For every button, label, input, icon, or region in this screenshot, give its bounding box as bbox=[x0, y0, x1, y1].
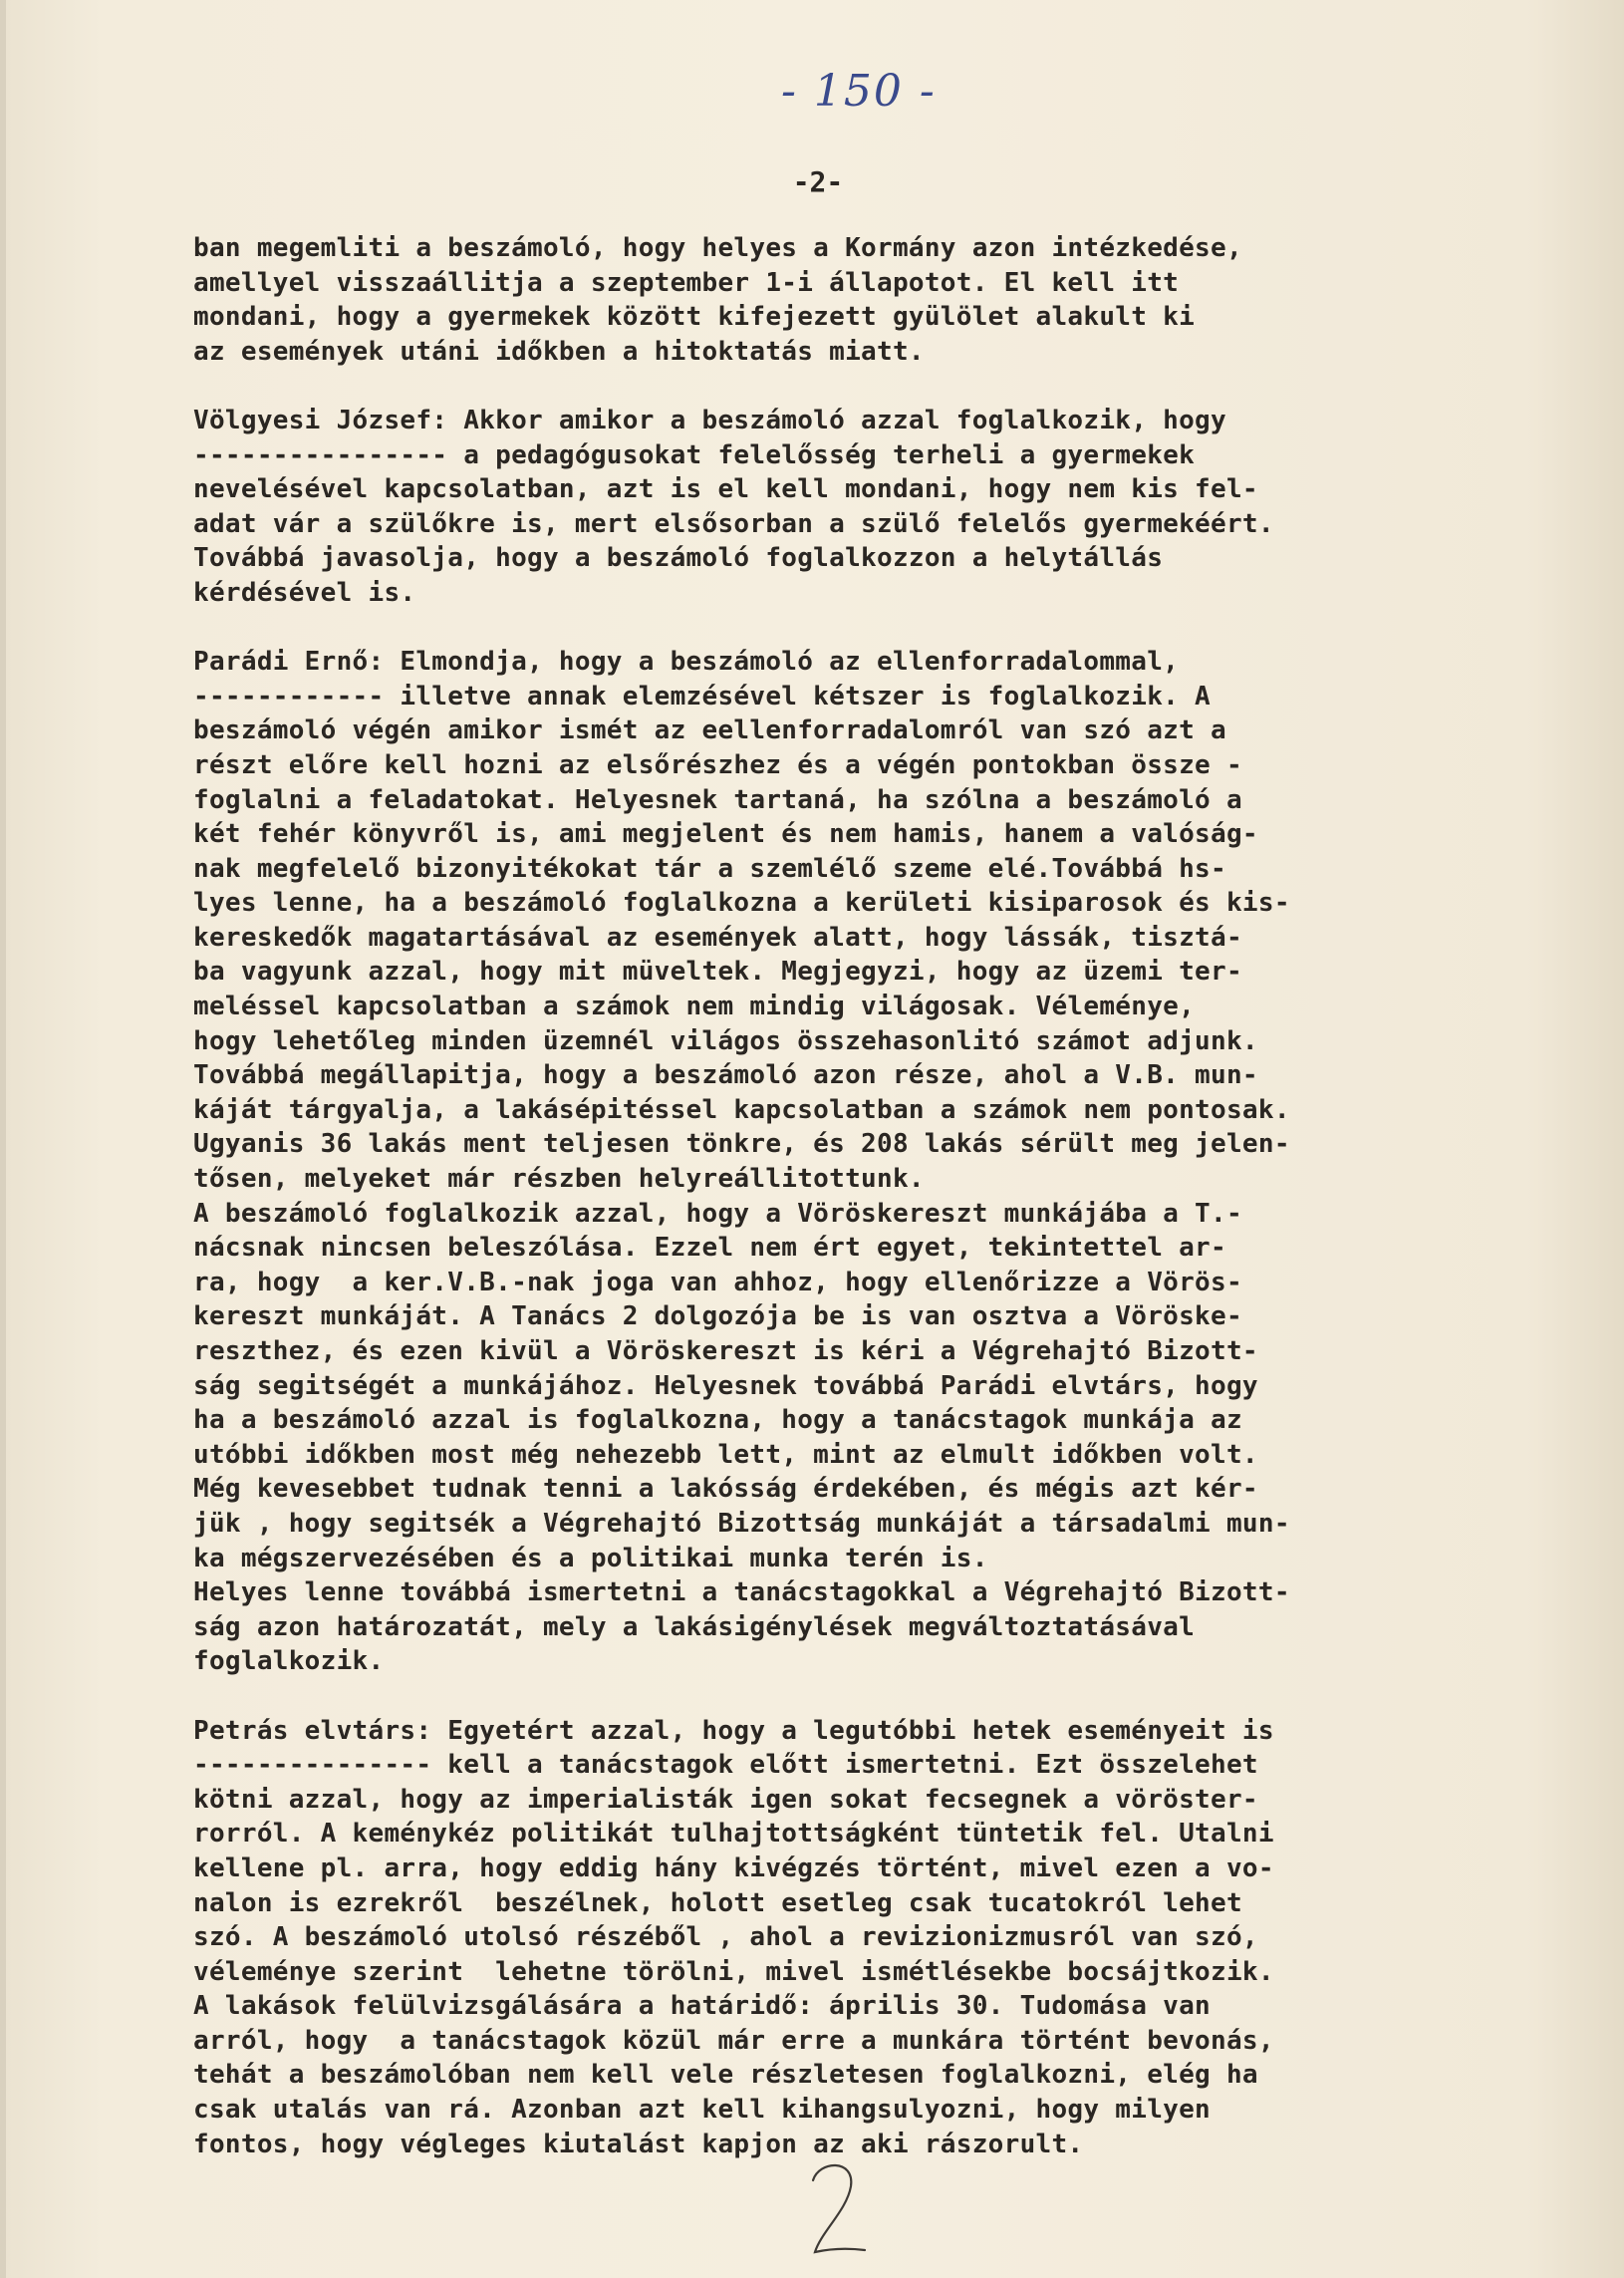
text-line: nalon is ezrekről beszélnek, holott esetleg csak tucatokról lehet bbox=[193, 1887, 1242, 1918]
text-line: adat vár a szülőkre is, mert elsősorban a szülő felelős gyermekéért. bbox=[193, 508, 1274, 539]
text-line: lyes lenne, ha a beszámoló foglalkozna a kerületi kisiparosok és kis- bbox=[193, 888, 1290, 919]
text-line: hogy lehetőleg minden üzemnél világos összehasonlitó számot adjunk. bbox=[193, 1025, 1258, 1056]
text-line: jük , hogy segitsék a Végrehajtó Bizottság munkáját a társadalmi mun- bbox=[193, 1508, 1290, 1539]
paragraph-gap bbox=[193, 1679, 1588, 1714]
text-line: ban megemliti a beszámoló, hogy helyes a Kormány azon intézkedése, bbox=[193, 233, 1242, 263]
text-line: utóbbi időkben most még nehezebb lett, mint az elmult időkben volt. bbox=[193, 1439, 1258, 1470]
text-line: ---------------- a pedagógusokat felelősség terheli a gyermekek bbox=[193, 439, 1196, 470]
text-line: ra, hogy a ker.V.B.-nak joga van ahhoz, hogy ellenőrizze a Vörös- bbox=[193, 1267, 1242, 1297]
text-line: beszámoló végén amikor ismét az eellenforradalomról van szó azt a bbox=[193, 715, 1226, 746]
text-line: Továbbá javasolja, hogy a beszámoló foglalkozzon a helytállás bbox=[193, 543, 1164, 574]
text-line: részt előre kell hozni az elsőrészhez és a végén pontokban össze - bbox=[193, 749, 1242, 780]
text-line: nak megfelelő bizonyitékokat tár a szemlélő szeme elé.Továbbá hs- bbox=[193, 853, 1226, 884]
text-line: nácsnak nincsen beleszólása. Ezzel nem ért egyet, tekintettel ar- bbox=[193, 1233, 1226, 1264]
text-line: szó. A beszámoló utolsó részéből , ahol a revizionizmusról van szó, bbox=[193, 1922, 1258, 1953]
handwritten-page-number: - 150 - bbox=[781, 66, 937, 117]
text-line: az események utáni időkben a hitoktatás miatt. bbox=[193, 336, 925, 367]
text-line: Ugyanis 36 lakás ment teljesen tönkre, és 208 lakás sérült meg jelen- bbox=[193, 1129, 1290, 1160]
text-line: Továbbá megállapitja, hogy a beszámoló azon része, ahol a V.B. mun- bbox=[193, 1060, 1258, 1091]
paragraph-gap bbox=[193, 611, 1588, 646]
text-line: kérdésével is. bbox=[193, 577, 416, 608]
handwritten-mark-icon bbox=[803, 2152, 873, 2262]
typed-page-number: -2- bbox=[792, 165, 844, 198]
text-line: Petrás elvtárs: Egyetért azzal, hogy a legutóbbi hetek eseményeit is bbox=[193, 1715, 1274, 1746]
text-line: ság segitségét a munkájához. Helyesnek továbbá Parádi elvtárs, hogy bbox=[193, 1370, 1258, 1401]
text-line: meléssel kapcsolatban a számok nem mindig világosak. Véleménye, bbox=[193, 992, 1196, 1022]
text-line: rorról. A keménykéz politikát tulhajtottságként tüntetik fel. Utalni bbox=[193, 1819, 1274, 1850]
text-line: A beszámoló foglalkozik azzal, hogy a Vöröskereszt munkájába a T.- bbox=[193, 1198, 1242, 1229]
text-line: nevelésével kapcsolatban, azt is el kell mondani, hogy nem kis fel- bbox=[193, 474, 1258, 505]
text-line: mondani, hogy a gyermekek között kifejezett gyülölet alakult ki bbox=[193, 302, 1196, 333]
text-line: amellyel visszaállitja a szeptember 1-i állapotot. El kell itt bbox=[193, 267, 1180, 298]
text-line: foglalni a feladatokat. Helyesnek tartaná, ha szólna a beszámoló a bbox=[193, 784, 1242, 815]
text-line: --------------- kell a tanácstagok előtt ismertetni. Ezt összelehet bbox=[193, 1750, 1258, 1781]
text-line: ság azon határozatát, mely a lakásigénylések megváltoztatásával bbox=[193, 1611, 1196, 1642]
document-body bbox=[193, 231, 1588, 2161]
paragraph bbox=[193, 404, 1588, 611]
text-line: fontos, hogy végleges kiutalást kapjon az aki rászorult. bbox=[193, 2129, 1084, 2159]
text-line: reszthez, és ezen kivül a Vöröskereszt is kéri a Végrehajtó Bizott- bbox=[193, 1336, 1258, 1366]
text-line: kereszt munkáját. A Tanács 2 dolgozója be is van osztva a Vöröske- bbox=[193, 1301, 1242, 1332]
text-line: tősen, melyeket már részben helyreállitottunk. bbox=[193, 1164, 925, 1195]
text-line: foglalkozik. bbox=[193, 1646, 385, 1677]
paragraph-gap bbox=[193, 369, 1588, 404]
text-line: arról, hogy a tanácstagok közül már erre a munkára történt bevonás, bbox=[193, 2025, 1274, 2056]
text-line: csak utalás van rá. Azonban azt kell kihangsulyozni, hogy milyen bbox=[193, 2095, 1212, 2126]
text-line: Parádi Ernő: Elmondja, hogy a beszámoló az ellenforradalommal, bbox=[193, 647, 1180, 678]
text-line: ha a beszámoló azzal is foglalkozna, hogy a tanácstagok munkája az bbox=[193, 1405, 1242, 1436]
text-line: ba vagyunk azzal, hogy mit müveltek. Megjegyzi, hogy az üzemi ter- bbox=[193, 957, 1242, 988]
text-line: ------------ illetve annak elemzésével kétszer is foglalkozik. A bbox=[193, 681, 1212, 712]
text-line: ka mégszervezésében és a politikai munka terén is. bbox=[193, 1543, 988, 1573]
paragraph bbox=[193, 1714, 1588, 2162]
text-line: Völgyesi József: Akkor amikor a beszámoló azzal foglalkozik, hogy bbox=[193, 405, 1226, 435]
text-line: Még kevesebbet tudnak tenni a lakósság érdekében, és mégis azt kér- bbox=[193, 1474, 1258, 1505]
text-line: Helyes lenne továbbá ismertetni a tanácstagokkal a Végrehajtó Bizott- bbox=[193, 1577, 1290, 1608]
text-line: kellene pl. arra, hogy eddig hány kivégzés történt, mivel ezen a vo- bbox=[193, 1852, 1274, 1883]
text-line: tehát a beszámolóban nem kell vele részletesen foglalkozni, elég ha bbox=[193, 2060, 1258, 2091]
paragraph bbox=[193, 645, 1588, 1679]
paragraph bbox=[193, 231, 1588, 369]
text-line: káját tárgyalja, a lakásépitéssel kapcsolatban a számok nem pontosak. bbox=[193, 1094, 1290, 1125]
text-line: két fehér könyvről is, ami megjelent és nem hamis, hanem a valóság- bbox=[193, 819, 1258, 850]
text-line: kötni azzal, hogy az imperialisták igen sokat fecsegnek a vöröster- bbox=[193, 1784, 1258, 1815]
text-line: véleménye szerint lehetne törölni, mivel ismétlésekbe bocsájtkozik. bbox=[193, 1956, 1274, 1987]
text-line: A lakások felülvizsgálására a határidő: április 30. Tudomása van bbox=[193, 1991, 1212, 2022]
text-line: kereskedők magatartásával az események alatt, hogy lássák, tisztá- bbox=[193, 922, 1242, 953]
